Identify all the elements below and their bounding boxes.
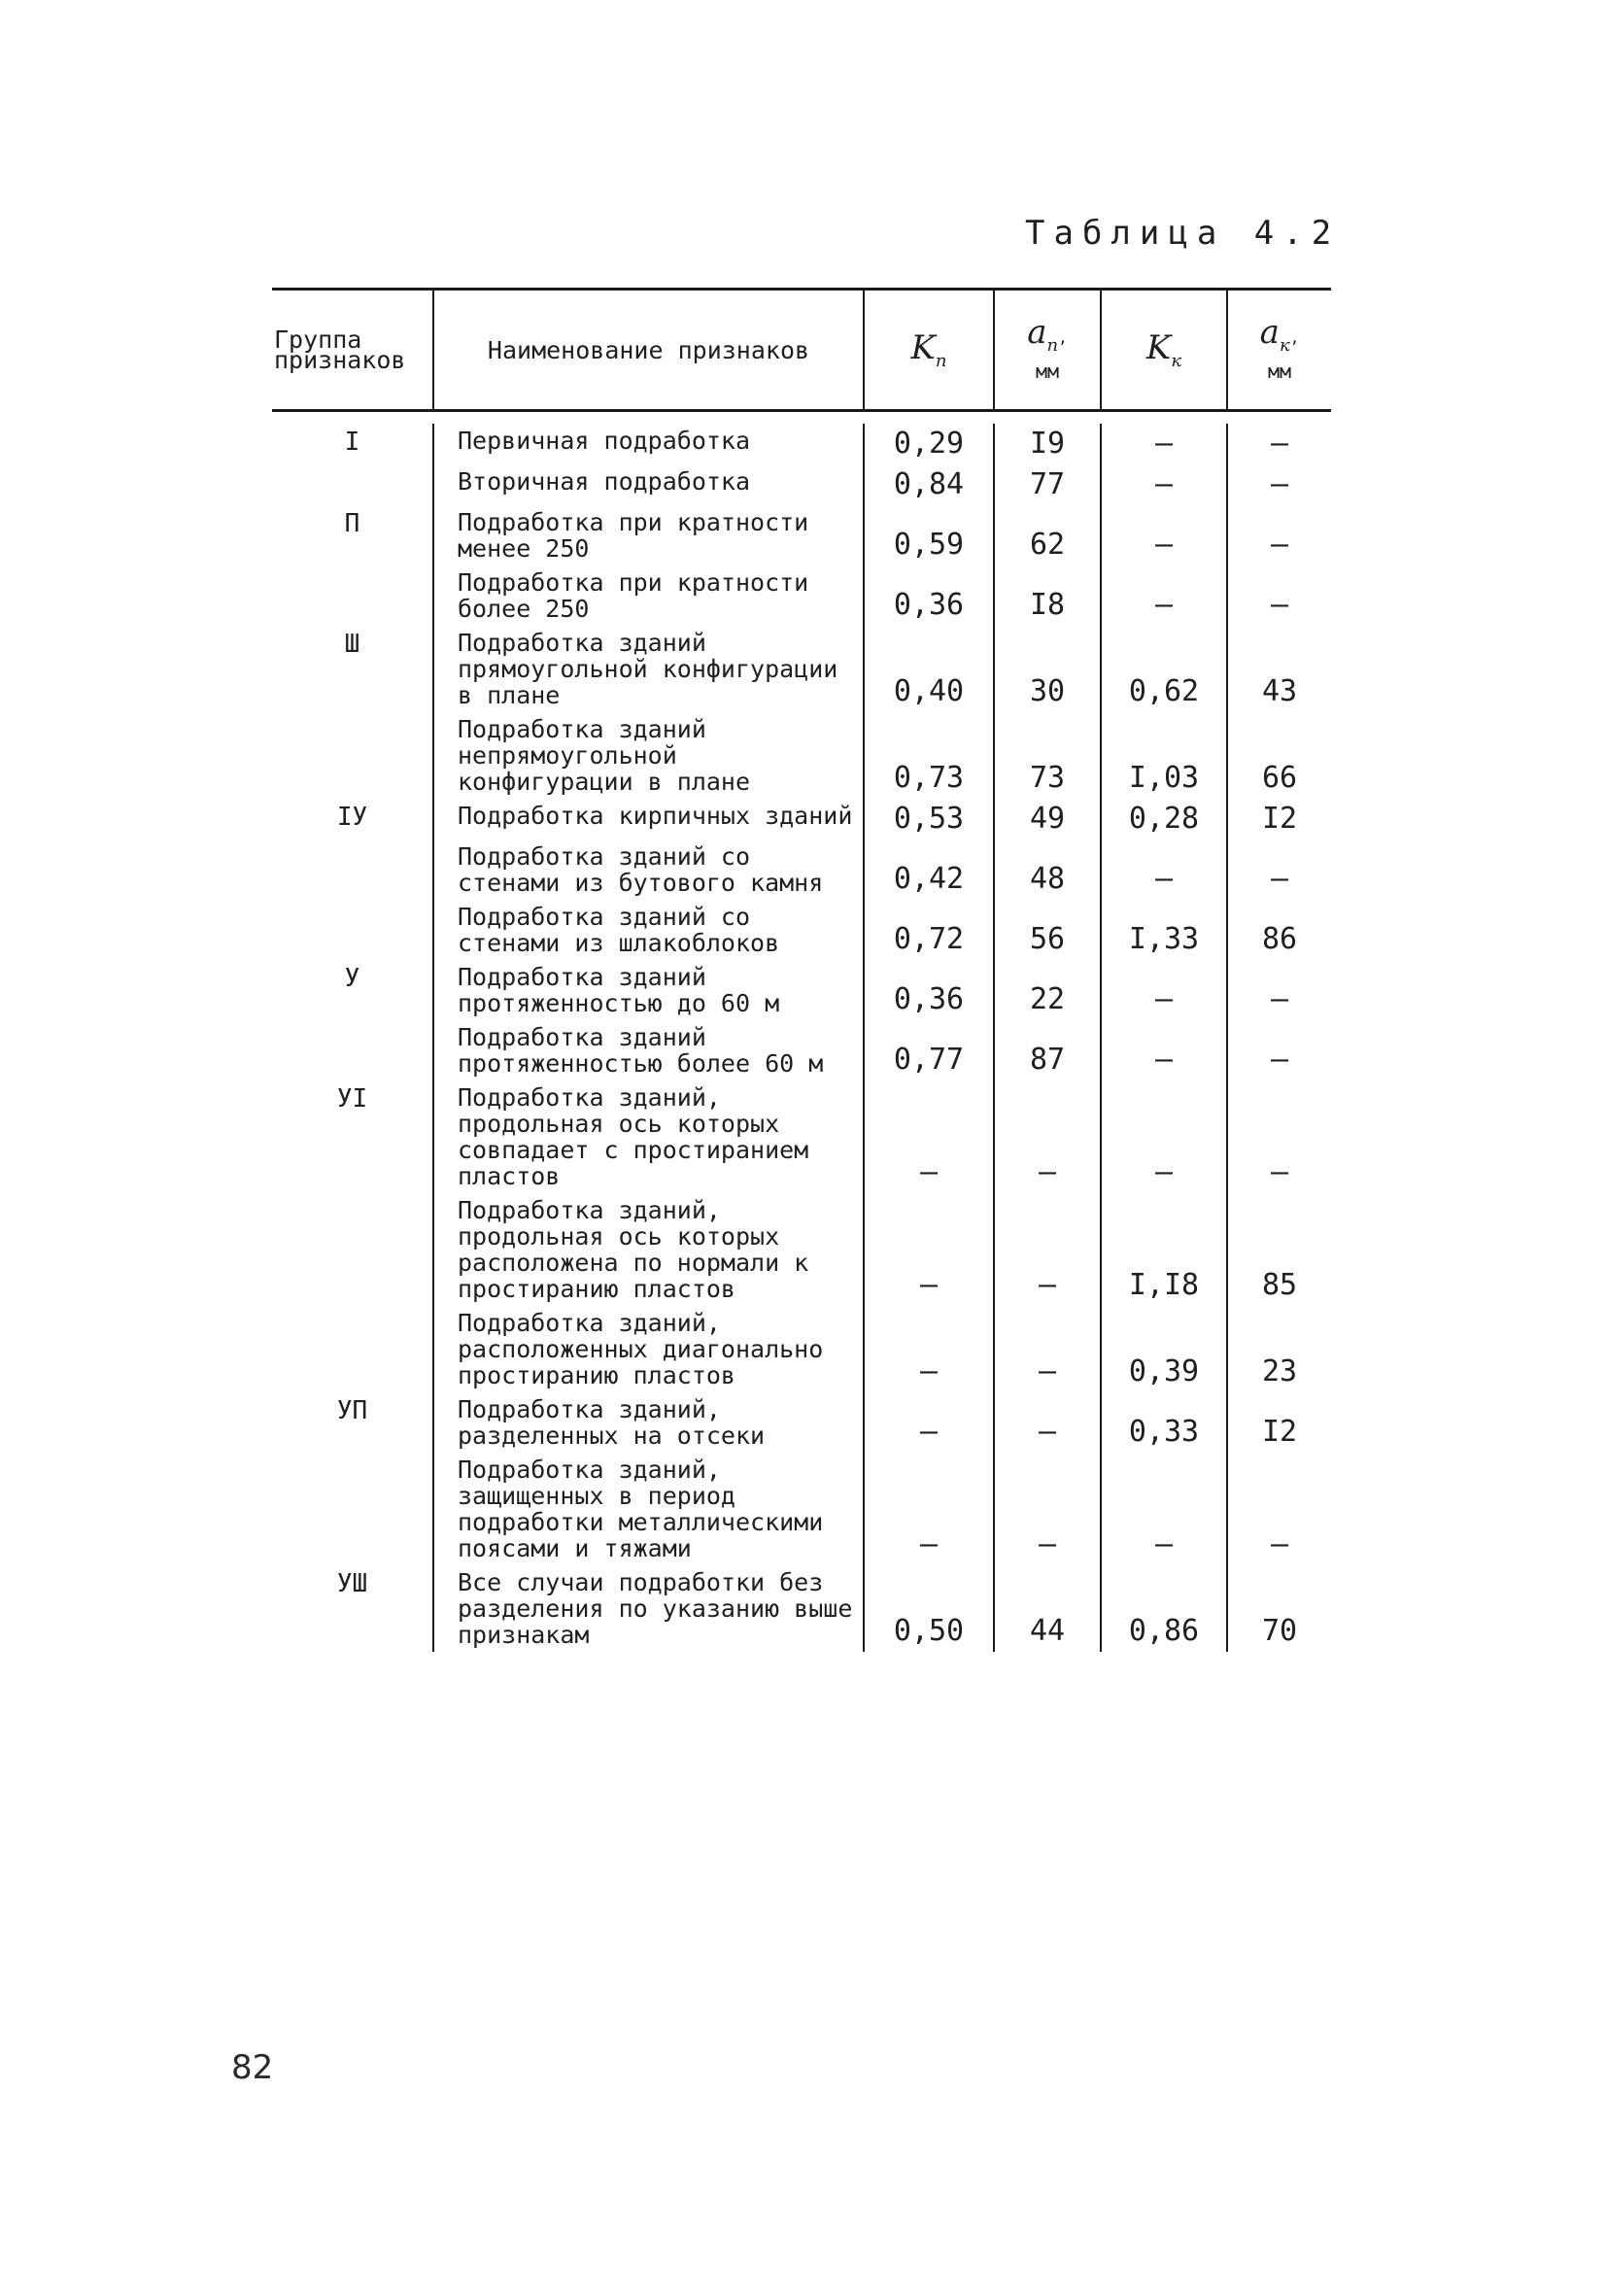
ap-cell: –	[993, 1453, 1100, 1565]
kk-cell: –	[1100, 1453, 1226, 1565]
header-ak-subscript: к	[1279, 334, 1290, 356]
ak-cell: 43	[1226, 626, 1331, 712]
ak-cell: –	[1226, 1020, 1331, 1080]
table-row	[272, 840, 1331, 900]
group-cell	[272, 840, 432, 900]
group-cell: УП	[336, 1396, 368, 1425]
ap-cell: 62	[993, 505, 1100, 565]
kk-cell: 0,86	[1100, 1565, 1226, 1652]
group-cell: У	[344, 964, 360, 993]
group-cell	[272, 712, 432, 799]
kp-cell: 0,36	[863, 960, 993, 1020]
kk-cell: –	[1100, 960, 1226, 1020]
ak-cell: 85	[1226, 1193, 1331, 1306]
name-cell: Подработка зданий со стенами из бутового камня	[432, 840, 863, 900]
table-row	[272, 626, 1331, 712]
group-cell: Ш	[344, 630, 360, 659]
kk-cell: –	[1100, 505, 1226, 565]
ap-cell: 77	[993, 464, 1100, 505]
header-ap-symbol: a	[1027, 313, 1047, 353]
table-row	[272, 1565, 1331, 1652]
table-caption: Таблица 4.2	[1025, 214, 1341, 253]
ak-cell: –	[1226, 1080, 1331, 1193]
name-cell: Подработка зданий, продольная ось которых расположена по нормали к простиранию пластов	[432, 1193, 863, 1306]
kk-cell: 0,62	[1100, 626, 1226, 712]
group-cell: П	[344, 509, 360, 538]
header-kp	[863, 291, 993, 409]
kp-cell: 0,84	[863, 464, 993, 505]
ap-cell: –	[993, 1392, 1100, 1453]
header-ap-subscript: п	[1046, 334, 1059, 356]
kk-cell: –	[1100, 1080, 1226, 1193]
kk-cell: I,33	[1100, 900, 1226, 960]
kk-cell: 0,33	[1100, 1392, 1226, 1453]
ap-cell: I8	[993, 565, 1100, 626]
kp-cell: 0,42	[863, 840, 993, 900]
name-cell: Подработка при кратности менее 250	[432, 505, 863, 565]
table-row	[272, 1306, 1331, 1392]
ak-cell: –	[1226, 505, 1331, 565]
name-cell: Подработка зданий протяженностью более 60 м	[432, 1020, 863, 1080]
group-cell	[272, 900, 432, 960]
kk-cell: –	[1100, 565, 1226, 626]
table-body	[272, 412, 1331, 1652]
kp-cell: 0,50	[863, 1565, 993, 1652]
ak-cell: 86	[1226, 900, 1331, 960]
ap-cell: 44	[993, 1565, 1100, 1652]
kp-cell: 0,36	[863, 565, 993, 626]
kp-cell: 0,77	[863, 1020, 993, 1080]
name-cell: Подработка зданий, разделенных на отсеки	[432, 1392, 863, 1453]
header-kk	[1100, 291, 1226, 409]
ak-cell: –	[1226, 960, 1331, 1020]
name-cell: Подработка зданий непрямоугольной конфигурации в плане	[432, 712, 863, 799]
name-cell: Подработка зданий, защищенных в период подработки металлическими поясами и тяжами	[432, 1453, 863, 1565]
kp-cell: 0,29	[863, 424, 993, 464]
group-cell	[272, 1453, 432, 1565]
kp-cell: 0,53	[863, 799, 993, 840]
name-cell: Вторичная подработка	[432, 464, 863, 505]
group-cell	[272, 1020, 432, 1080]
header-ap: $a_п$, мм	[993, 291, 1100, 409]
table-row	[272, 1193, 1331, 1306]
table-row	[272, 960, 1331, 1020]
kk-cell: 0,39	[1100, 1306, 1226, 1392]
table-header	[272, 291, 1331, 412]
group-cell	[272, 1193, 432, 1306]
ap-cell: 49	[993, 799, 1100, 840]
ap-cell: –	[993, 1193, 1100, 1306]
group-cell: УШ	[336, 1569, 368, 1598]
table-row	[272, 900, 1331, 960]
header-ak: $a_к$, мм	[1226, 291, 1331, 409]
header-kk-symbol: K	[1145, 328, 1172, 368]
table-row	[272, 464, 1331, 505]
table-row	[272, 712, 1331, 799]
table-row	[272, 565, 1331, 626]
ap-cell: I9	[993, 424, 1100, 464]
ap-cell: 48	[993, 840, 1100, 900]
ak-cell: –	[1226, 565, 1331, 626]
header-ak-symbol: a	[1259, 313, 1280, 353]
group-cell	[272, 464, 432, 505]
group-cell: IУ	[336, 803, 368, 832]
ak-cell: 66	[1226, 712, 1331, 799]
ak-cell: –	[1226, 1453, 1331, 1565]
table-row	[272, 1080, 1331, 1193]
name-cell: Подработка зданий, продольная ось которых совпадает с простиранием пластов	[432, 1080, 863, 1193]
name-cell: Все случаи подработки без разделения по указанию выше признакам	[432, 1565, 863, 1652]
ap-cell: –	[993, 1080, 1100, 1193]
header-group: Группа признаков	[274, 326, 406, 374]
group-cell: I	[344, 428, 360, 457]
table-row	[272, 1392, 1331, 1453]
ak-cell: 23	[1226, 1306, 1331, 1392]
kk-cell: I,03	[1100, 712, 1226, 799]
header-name: Наименование признаков	[432, 291, 863, 409]
kk-cell: –	[1100, 1020, 1226, 1080]
header-ak-unit: мм	[1267, 359, 1292, 383]
kk-cell: 0,28	[1100, 799, 1226, 840]
data-table	[272, 288, 1331, 1652]
kp-cell: 0,40	[863, 626, 993, 712]
table-row	[272, 1453, 1331, 1565]
name-cell: Первичная подработка	[432, 424, 863, 464]
header-ap-unit: мм	[1035, 359, 1060, 383]
ap-cell: 87	[993, 1020, 1100, 1080]
kp-cell: –	[863, 1306, 993, 1392]
header-kp-symbol: K	[910, 328, 936, 368]
ap-cell: –	[993, 1306, 1100, 1392]
name-cell: Подработка кирпичных зданий	[432, 799, 863, 840]
name-cell: Подработка зданий, расположенных диагонально простиранию пластов	[432, 1306, 863, 1392]
ap-cell: 56	[993, 900, 1100, 960]
kk-cell: –	[1100, 464, 1226, 505]
group-cell	[272, 1306, 432, 1392]
ap-cell: 30	[993, 626, 1100, 712]
name-cell: Подработка зданий прямоугольной конфигурации в плане	[432, 626, 863, 712]
kk-cell: –	[1100, 840, 1226, 900]
kp-cell: –	[863, 1193, 993, 1306]
ap-cell: 22	[993, 960, 1100, 1020]
ak-cell: I2	[1226, 799, 1331, 840]
table-row	[272, 505, 1331, 565]
table-row	[272, 799, 1331, 840]
ak-cell: I2	[1226, 1392, 1331, 1453]
kp-cell: –	[863, 1080, 993, 1193]
ap-cell: 73	[993, 712, 1100, 799]
group-cell: УI	[336, 1084, 368, 1114]
page-number: 82	[231, 2048, 274, 2087]
ak-cell: –	[1226, 840, 1331, 900]
ak-cell: –	[1226, 424, 1331, 464]
name-cell: Подработка зданий протяженностью до 60 м	[432, 960, 863, 1020]
header-kp-subscript: п	[935, 350, 947, 371]
kp-cell: 0,73	[863, 712, 993, 799]
group-cell	[272, 565, 432, 626]
kp-cell: 0,59	[863, 505, 993, 565]
kk-cell: –	[1100, 424, 1226, 464]
kp-cell: –	[863, 1392, 993, 1453]
name-cell: Подработка при кратности более 250	[432, 565, 863, 626]
header-kk-subscript: к	[1171, 350, 1182, 371]
kp-cell: 0,72	[863, 900, 993, 960]
table-row	[272, 424, 1331, 464]
ak-cell: 70	[1226, 1565, 1331, 1652]
ak-cell: –	[1226, 464, 1331, 505]
kp-cell: –	[863, 1453, 993, 1565]
kk-cell: I,I8	[1100, 1193, 1226, 1306]
table-row	[272, 1020, 1331, 1080]
name-cell: Подработка зданий со стенами из шлакоблоков	[432, 900, 863, 960]
